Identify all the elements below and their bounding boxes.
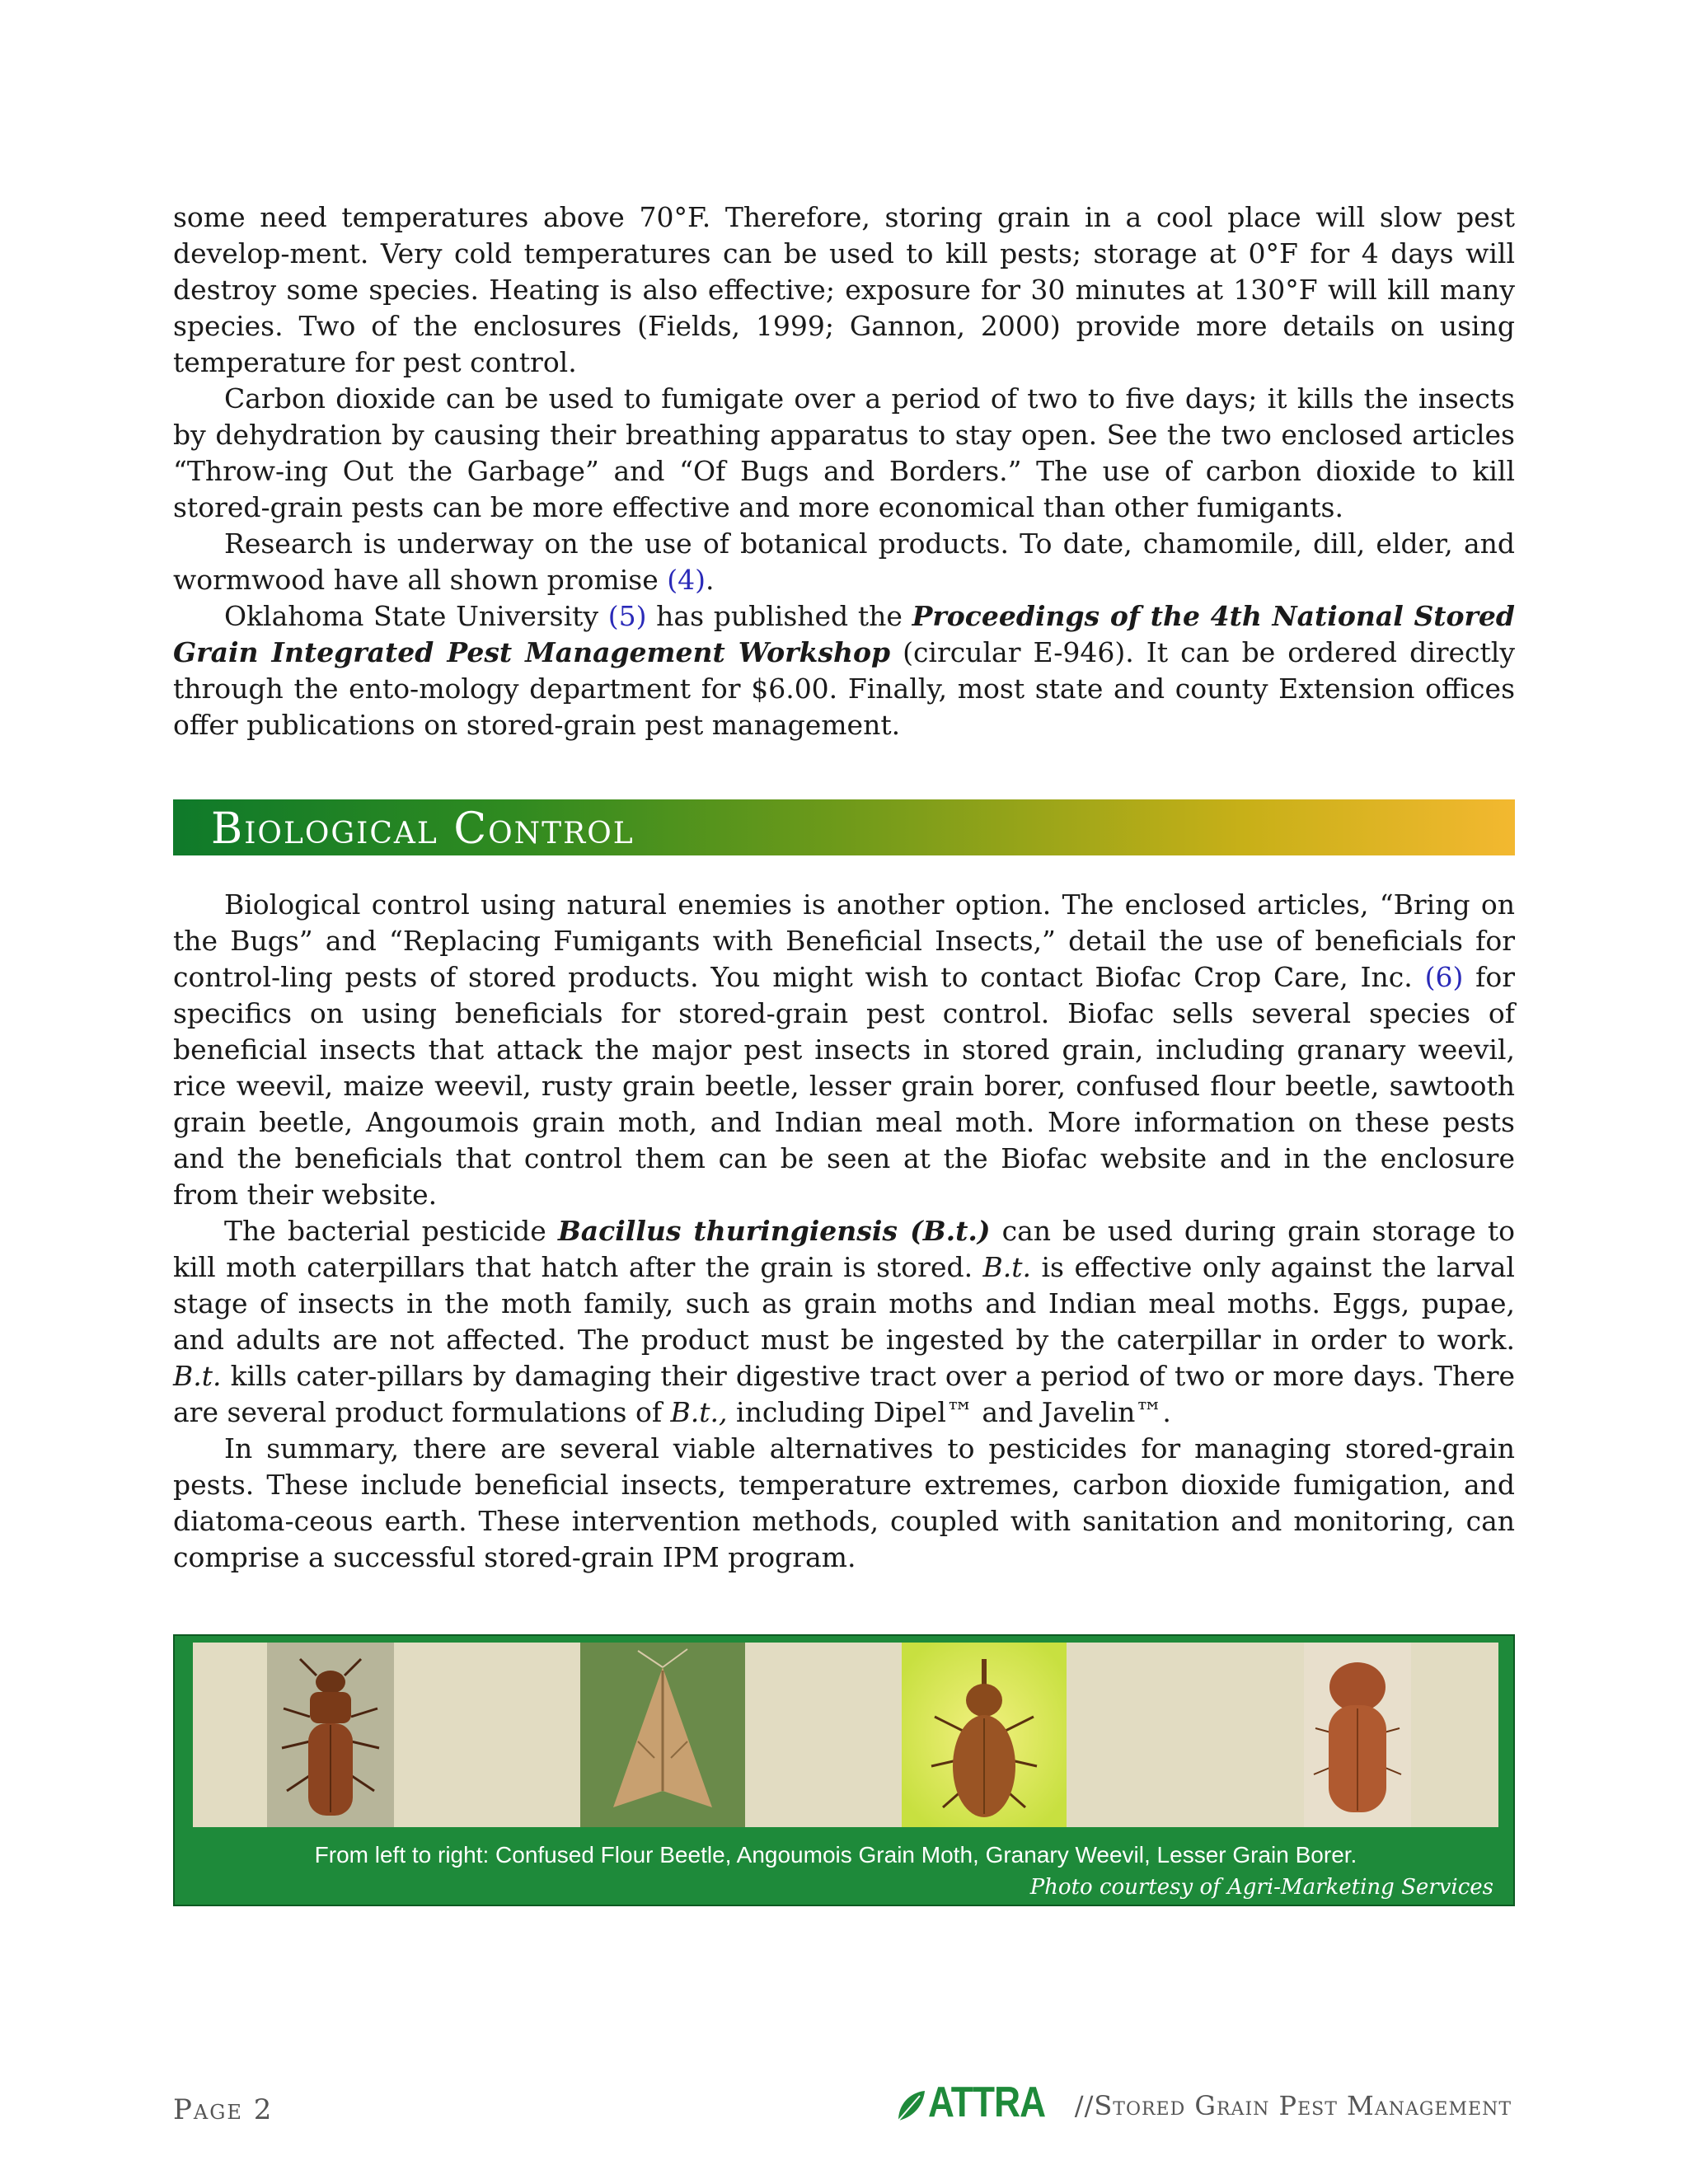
text-run: can be used during grain storage to kill moth caterpillars that hatch after the grain is stored. xyxy=(173,1215,1515,1283)
emphasized-title: Proceedings of the 4th National Stored Grain Integrated Pest Management Workshop xyxy=(173,600,1515,668)
italic-text: B.t. xyxy=(173,1360,222,1392)
reference-link[interactable]: (4) xyxy=(667,564,706,596)
paragraph xyxy=(173,887,1515,1213)
text-run: Oklahoma State University xyxy=(224,600,608,632)
beetle-image xyxy=(267,1643,394,1827)
section-banner xyxy=(173,799,1515,855)
text-run: (circular E-946). It can be ordered directly through the ento-mology department for $6.00. Finally, most state and county Extension offices offer publications on stored-grain pest management. xyxy=(173,636,1515,741)
paragraph xyxy=(173,1431,1515,1576)
paragraph xyxy=(173,1213,1515,1431)
photo-strip xyxy=(193,1643,1498,1827)
text-run: kills cater-pillars by damaging their digestive tract over a period of two or more days. There are several product formulations of xyxy=(173,1360,1515,1428)
body-text-bottom xyxy=(173,887,1515,1576)
confused-flour-beetle-photo xyxy=(267,1643,394,1827)
text-run: for specifics on using beneficials for stored-grain pest control. Biofac sells several species of beneficial insects that attack the major pest insects in stored grain, including granary weevil, rice weevil, maize weevil, rusty grain beetle, lesser grain borer, confused flour beetle, sawtooth grain beetle, Angoumois grain moth, and Indian meal moth. More information on these pests and the beneficials that control them can be seen at the Biofac website and in the enclosure from their website. xyxy=(173,961,1515,1211)
granary-weevil-photo xyxy=(902,1643,1067,1827)
emphasized-title: Bacillus thuringiensis (B.t.) xyxy=(557,1215,991,1247)
section-title: Biological Control xyxy=(211,804,635,854)
leaf-icon xyxy=(895,2088,928,2124)
moth-image xyxy=(580,1643,745,1827)
angoumois-grain-moth-photo xyxy=(580,1643,745,1827)
text-run: The bacterial pesticide xyxy=(224,1215,558,1247)
lesser-grain-borer-photo xyxy=(1304,1643,1411,1827)
text-run: is effective only against the larval stage of insects in the moth family, such as grain moths and Indian meal moths. Eggs, pupae, and adults are not affected. The product must be ingested by the caterpillar in order to work. xyxy=(173,1251,1515,1356)
footer-separator: // xyxy=(1074,2090,1095,2121)
paragraph xyxy=(173,199,1515,381)
text-run: including Dipel™ and Javelin™. xyxy=(727,1396,1171,1428)
footer-title-group xyxy=(895,2081,1512,2124)
italic-text: B.t. xyxy=(982,1251,1032,1283)
borer-image xyxy=(1304,1643,1411,1827)
paragraph xyxy=(173,598,1515,743)
text-run: has published the xyxy=(646,600,912,632)
text-run: Biological control using natural enemies is another option. The enclosed articles, “Bring on the Bugs” and “Replacing Fumigants with Beneficial Insects,” detail the use of beneficials for control-ling pests of stored products. You might wish to contact Biofac Crop Care, Inc. xyxy=(173,888,1515,993)
photo-caption: From left to right: Confused Flour Beetle, Angoumois Grain Moth, Granary Weevil, Lesser Grain Borer. xyxy=(314,1842,1357,1868)
body-text-top xyxy=(173,199,1515,743)
paragraph xyxy=(173,381,1515,526)
page-number: Page 2 xyxy=(173,2093,274,2126)
text-run: Research is underway on the use of botanical products. To date, chamomile, dill, elder, and wormwood have all shown promise xyxy=(173,527,1515,596)
photo-panel xyxy=(173,1634,1515,1906)
reference-link[interactable]: (6) xyxy=(1424,961,1464,993)
text-run: some need temperatures above 70°F. Therefore, storing grain in a cool place will slow pest develop-ment. Very cold temperatures can be used to kill pests; storage at 0°F for 4 days will destroy some species. Heating is also effective; exposure for 30 minutes at 130°F will kill many species. Two of the enclosures (Fields, 1999; Gannon, 2000) provide more details on using temperature for pest control. xyxy=(173,201,1515,378)
text-run: Carbon dioxide can be used to fumigate over a period of two to five days; it kills the insects by dehydration by causing their breathing apparatus to stay open. See the two enclosed articles “Throw-ing Out the Garbage” and “Of Bugs and Borders.” The use of carbon dioxide to kill stored-grain pests can be more effective and more economical than other fumigants. xyxy=(173,382,1515,523)
attra-wordmark: ATTRA xyxy=(928,2079,1046,2126)
italic-text: B.t., xyxy=(670,1396,728,1428)
photo-credit: Photo courtesy of Agri-Marketing Services xyxy=(1029,1875,1493,1900)
weevil-image xyxy=(902,1643,1067,1827)
paragraph xyxy=(173,526,1515,598)
text-run: In summary, there are several viable alternatives to pesticides for managing stored-grain pests. These include beneficial insects, temperature extremes, carbon dioxide fumigation, and diatoma-ceous earth. These intervention methods, coupled with sanitation and monitoring, can comprise a successful stored-grain IPM program. xyxy=(173,1432,1515,1573)
text-run: . xyxy=(706,564,715,596)
reference-link[interactable]: (5) xyxy=(607,600,647,632)
document-title: Stored Grain Pest Management xyxy=(1094,2090,1512,2121)
attra-logo xyxy=(895,2081,1066,2124)
